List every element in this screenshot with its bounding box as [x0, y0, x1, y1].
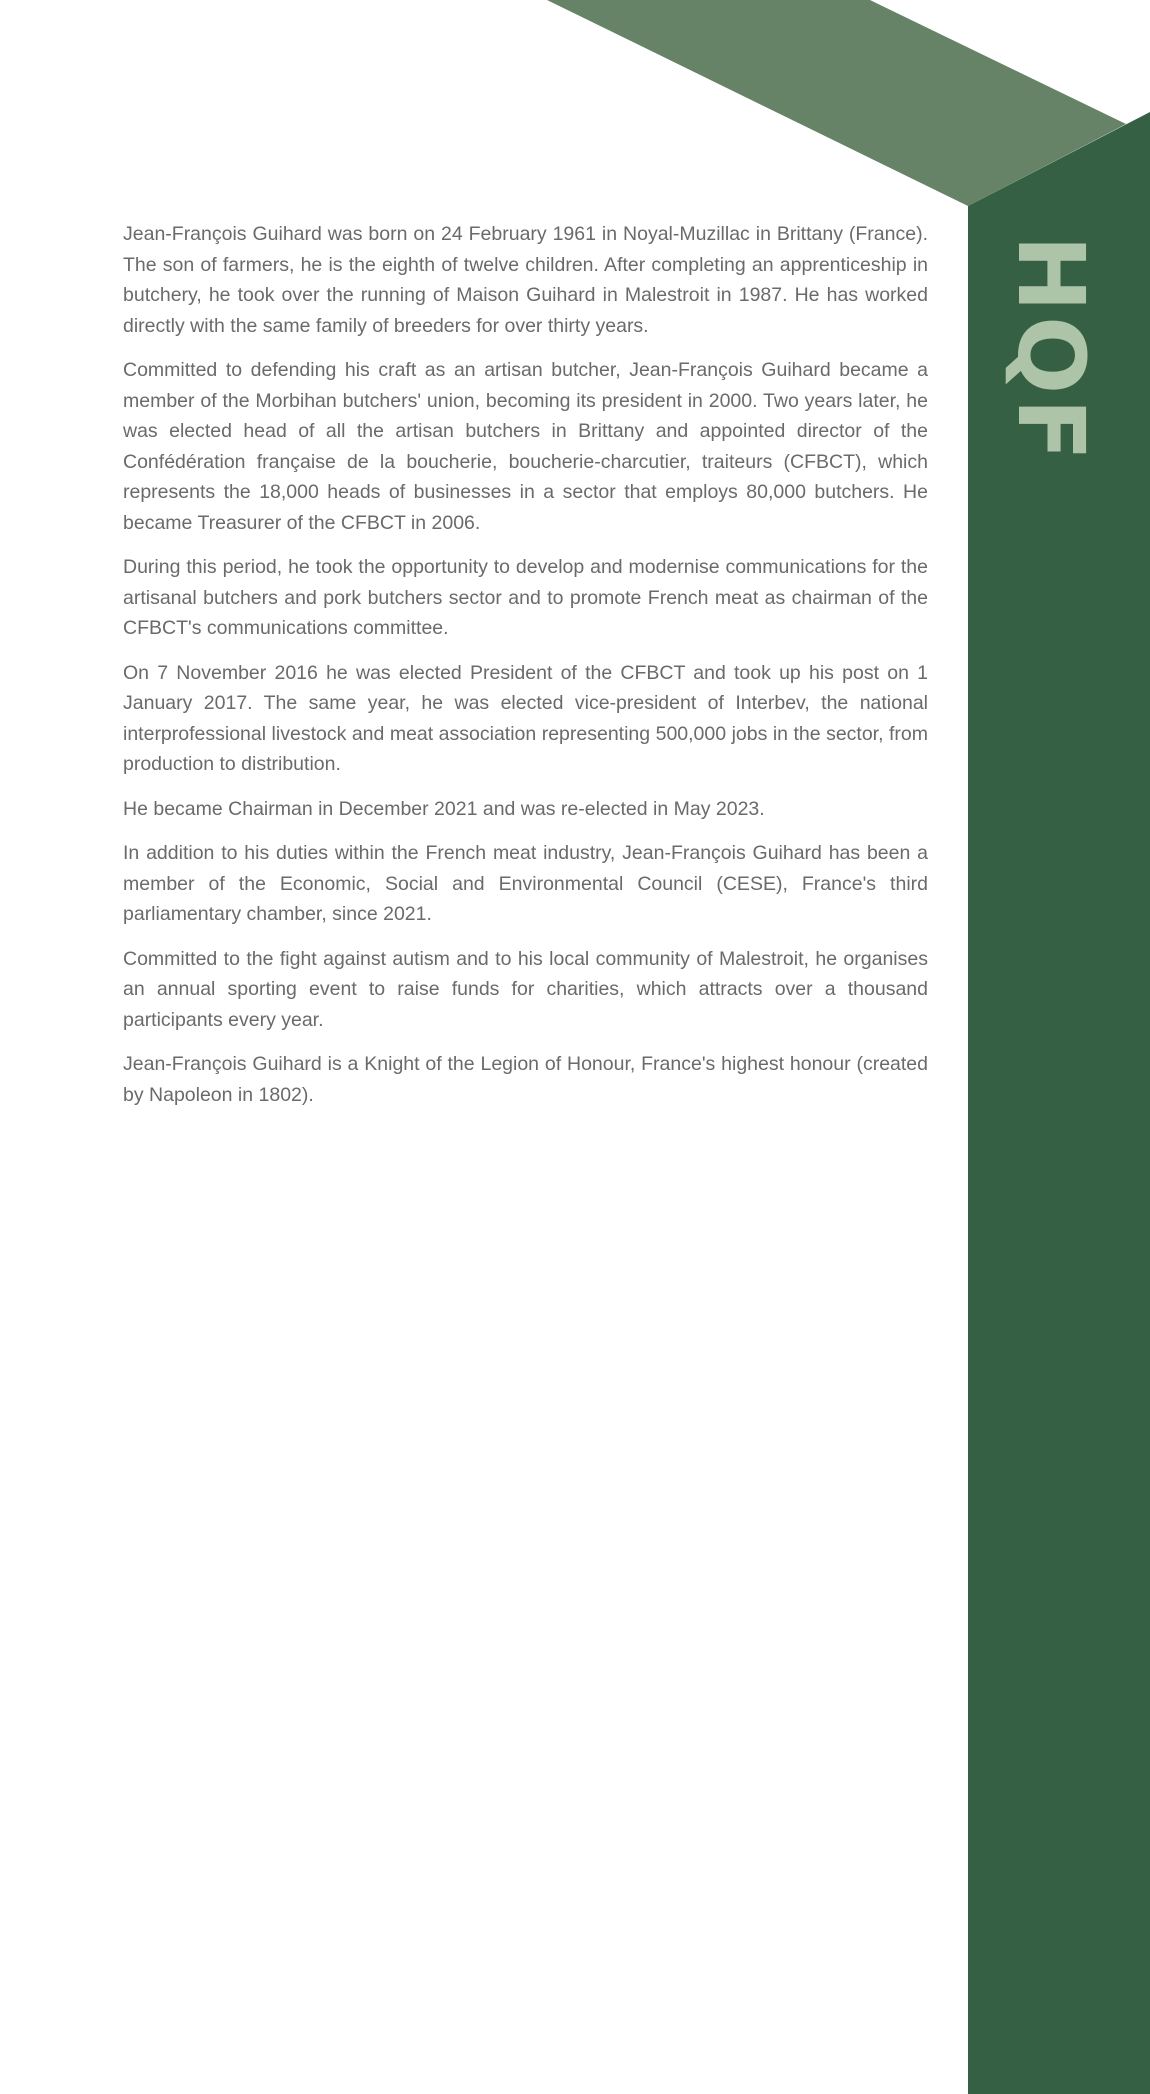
brand-logo	[997, 234, 1104, 466]
paragraph-chairman: He became Chairman in December 2021 and was re-elected in May 2023.	[123, 797, 765, 820]
paragraph-charity: Committed to the fight against autism and to his local community of Malestroit, he organises an annual sporting event to raise funds for charities, which attracts over a thousand participants every year.	[123, 947, 928, 1031]
biography-text	[123, 219, 928, 1124]
brand-logo-text: HQF	[997, 234, 1104, 466]
paragraph-presidency: On 7 November 2016 he was elected President of the CFBCT and took up his post on 1 January 2017. The same year, he was elected vice-president of Interbev, the national interprofessional livestock and meat association representing 500,000 jobs in the sector, from production to distribution.	[123, 661, 928, 775]
paragraph-communications: During this period, he took the opportunity to develop and modernise communications for the artisanal butchers and pork butchers sector and to promote French meat as chairman of the CFBCT's communications committee.	[123, 556, 928, 639]
paragraph-birth: Jean-François Guihard was born on 24 February 1961 in Noyal-Muzillac in Brittany (France). The son of farmers, he is the eighth of twelve children. After completing an apprenticeship in butchery, he took over the running of Maison Guihard in Malestroit in 1987. He has worked directly with the same family of breeders for over thirty years.	[123, 223, 928, 337]
paragraph-cese: In addition to his duties within the French meat industry, Jean-François Guihard has been a member of the Economic, Social and Environmental Council (CESE), France's third parliamentary chamber, since 2021.	[123, 842, 928, 925]
paragraph-union: Committed to defending his craft as an artisan butcher, Jean-François Guihard became a member of the Morbihan butchers' union, becoming its president in 2000. Two years later, he was elected head of all the artisan butchers in Brittany and appointed director of the Confédération française de la boucherie, boucherie-charcutier, traiteurs (CFBCT), which represents the 18,000 heads of businesses in a sector that employs 80,000 butchers. He became Treasurer of the CFBCT in 2006.	[123, 359, 928, 534]
paragraph-honour: Jean-François Guihard is a Knight of the Legion of Honour, France's highest honour (created by Napoleon in 1802).	[123, 1053, 928, 1106]
